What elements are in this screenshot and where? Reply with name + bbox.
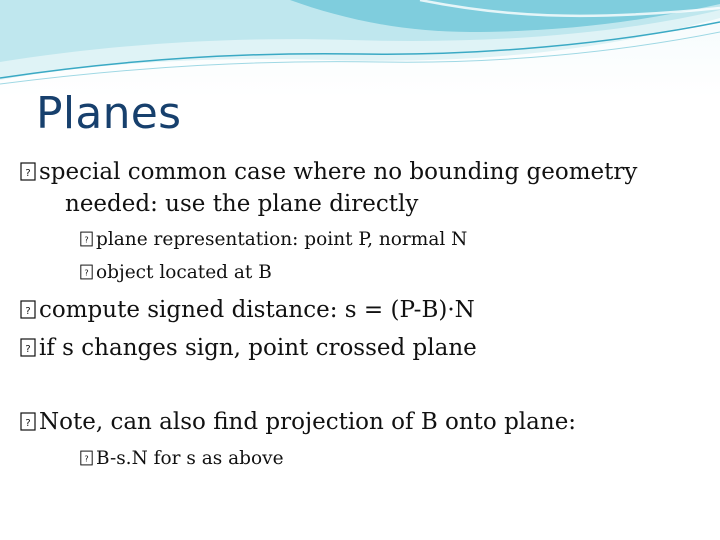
bullet-text: Note, can also find projection of B onto plane:: [39, 409, 577, 435]
missing-glyph-box-icon: [20, 412, 36, 431]
svg-text:?: ?: [25, 306, 31, 317]
missing-glyph-box-icon: [80, 264, 93, 280]
bullet-text: special common case where no bounding geometry: [39, 159, 638, 185]
svg-text:?: ?: [84, 234, 89, 245]
svg-text:?: ?: [84, 453, 89, 464]
svg-text:?: ?: [84, 267, 89, 278]
sub-bullet-item: [80, 260, 272, 286]
bullet-text: if s changes sign, point crossed plane: [39, 335, 477, 361]
missing-glyph-box-icon: [20, 162, 36, 181]
missing-glyph-box-icon: [20, 300, 36, 319]
svg-text:?: ?: [25, 344, 31, 355]
bullet-item: [20, 156, 637, 188]
bullet-text: plane representation: point P, normal N: [96, 229, 468, 250]
sub-bullet-item: [80, 227, 467, 253]
bullet-item: [20, 332, 477, 364]
slide-title: Planes: [36, 88, 182, 139]
missing-glyph-box-icon: [80, 231, 93, 247]
bullet-text: B-s.N for s as above: [96, 448, 284, 469]
bullet-text: needed: use the plane directly: [65, 191, 419, 217]
bullet-continuation: [65, 188, 418, 220]
bullet-item: [20, 406, 576, 438]
svg-text:?: ?: [25, 168, 31, 179]
missing-glyph-box-icon: [20, 338, 36, 357]
bullet-text: compute signed distance: s = (P-B)·N: [39, 297, 475, 323]
bullet-item: [20, 294, 475, 326]
svg-text:?: ?: [25, 418, 31, 429]
sub-bullet-item: [80, 446, 284, 472]
header-wave-decoration: [0, 0, 720, 90]
missing-glyph-box-icon: [80, 450, 93, 466]
bullet-text: object located at B: [96, 262, 272, 283]
